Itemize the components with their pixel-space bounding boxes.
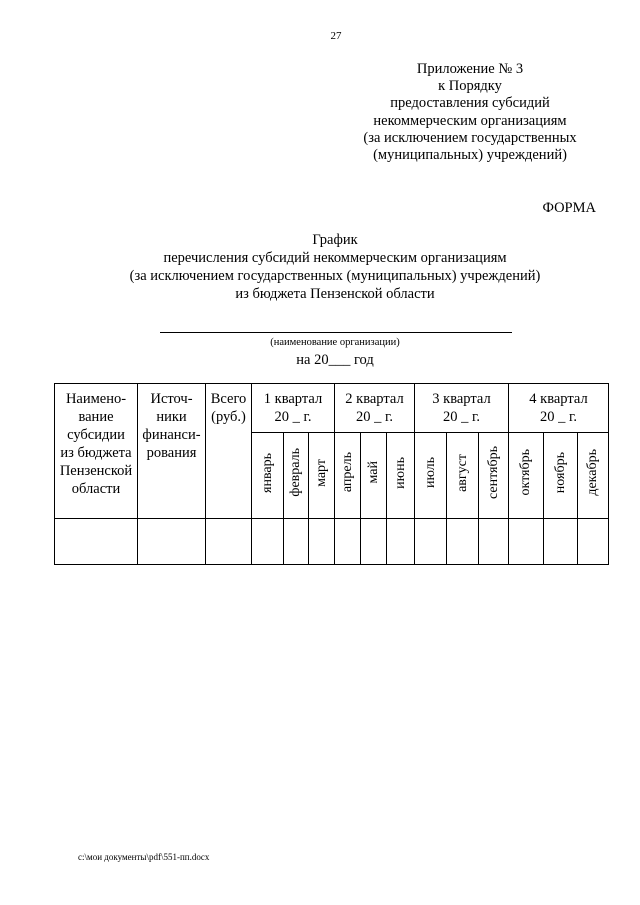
header-month-february [284,433,309,519]
table-cell [284,519,309,565]
header-month-march [309,433,335,519]
month-label: июль [422,457,438,488]
header-month-october [509,433,544,519]
quarter-label: 2 квартал [345,391,404,407]
header-line: области [71,481,121,497]
table-cell [578,519,609,565]
quarter-year: 20 _ г. [274,409,312,425]
header-quarter-1 [252,384,335,433]
header-month-december [578,433,609,519]
document-title [35,231,635,303]
month-label: октябрь [518,449,533,496]
header-month-november [544,433,578,519]
quarter-label: 3 квартал [432,391,491,407]
month-label: январь [259,452,275,493]
quarter-year: 20 _ г. [356,409,393,425]
month-label: август [454,453,470,492]
title-line: перечисления субсидий некоммерческим организациям [163,250,507,266]
quarter-year: 20 _ г. [540,409,577,425]
quarter-year: 20 _ г. [443,409,480,425]
header-quarter-3 [415,384,509,433]
header-month-september [479,433,509,519]
appendix-line: Приложение № 3 [416,61,524,77]
organization-name-blank [160,332,512,333]
header-month-june [387,433,415,519]
table-row [55,519,609,565]
header-total [206,384,252,519]
appendix-line: (муниципальных) учреждений) [373,147,567,164]
header-line: финанси- [142,427,201,443]
header-line: рования [146,445,197,461]
page-number: 27 [330,30,342,42]
header-month-august [447,433,479,519]
table-cell [509,519,544,565]
month-label: сентябрь [485,446,501,499]
month-label: июнь [392,456,408,489]
table-cell [479,519,509,565]
title-line: из бюджета Пензенской области [235,286,435,302]
header-month-april [335,433,361,519]
table-cell [206,519,252,565]
header-line: Всего [210,391,247,407]
appendix-line: (за исключением государственных [363,129,577,146]
header-funding-sources [138,384,206,519]
month-label: ноябрь [552,451,568,494]
month-label: декабрь [585,449,600,496]
appendix-line: предоставления субсидий [390,95,550,112]
table-cell [252,519,284,565]
header-month-january [252,433,284,519]
header-month-july [415,433,447,519]
header-quarter-4 [509,384,609,433]
month-label: апрель [339,452,355,493]
table-cell [387,519,415,565]
table-cell [447,519,479,565]
header-month-may [361,433,387,519]
subsidy-schedule-table [54,383,609,565]
title-line: График [312,232,358,248]
header-line: из бюджета [60,445,132,461]
appendix-header [350,61,590,164]
header-line: ники [156,409,187,425]
table-cell [55,519,138,565]
header-line: Пензенской [59,463,133,479]
table-cell [544,519,578,565]
organization-caption: (наименование организации) [270,337,400,348]
year-line: на 20___ год [296,352,374,368]
header-line: Наимено- [65,391,127,407]
header-quarter-2 [335,384,415,433]
table-cell [361,519,387,565]
month-label: февраль [288,448,303,497]
month-label: май [365,461,381,484]
appendix-line: некоммерческим организациям [373,112,567,129]
header-line: вание [78,409,114,425]
form-label: ФОРМА [542,200,596,216]
title-line: (за исключением государственных (муниципальных) учреждений) [129,268,541,284]
quarter-label: 1 квартал [263,391,323,407]
header-line: (руб.) [211,409,246,425]
header-subsidy-name [55,384,138,519]
table-cell [335,519,361,565]
table-cell [138,519,206,565]
table-cell [309,519,335,565]
appendix-line: к Порядку [438,78,502,95]
header-line: субсидии [67,427,125,443]
quarter-label: 4 квартал [529,391,588,407]
table-cell [415,519,447,565]
month-label: март [313,458,329,487]
footer-file-path: c:\мои документы\pdf\551-пп.docx [78,852,210,862]
header-line: Источ- [150,391,193,407]
